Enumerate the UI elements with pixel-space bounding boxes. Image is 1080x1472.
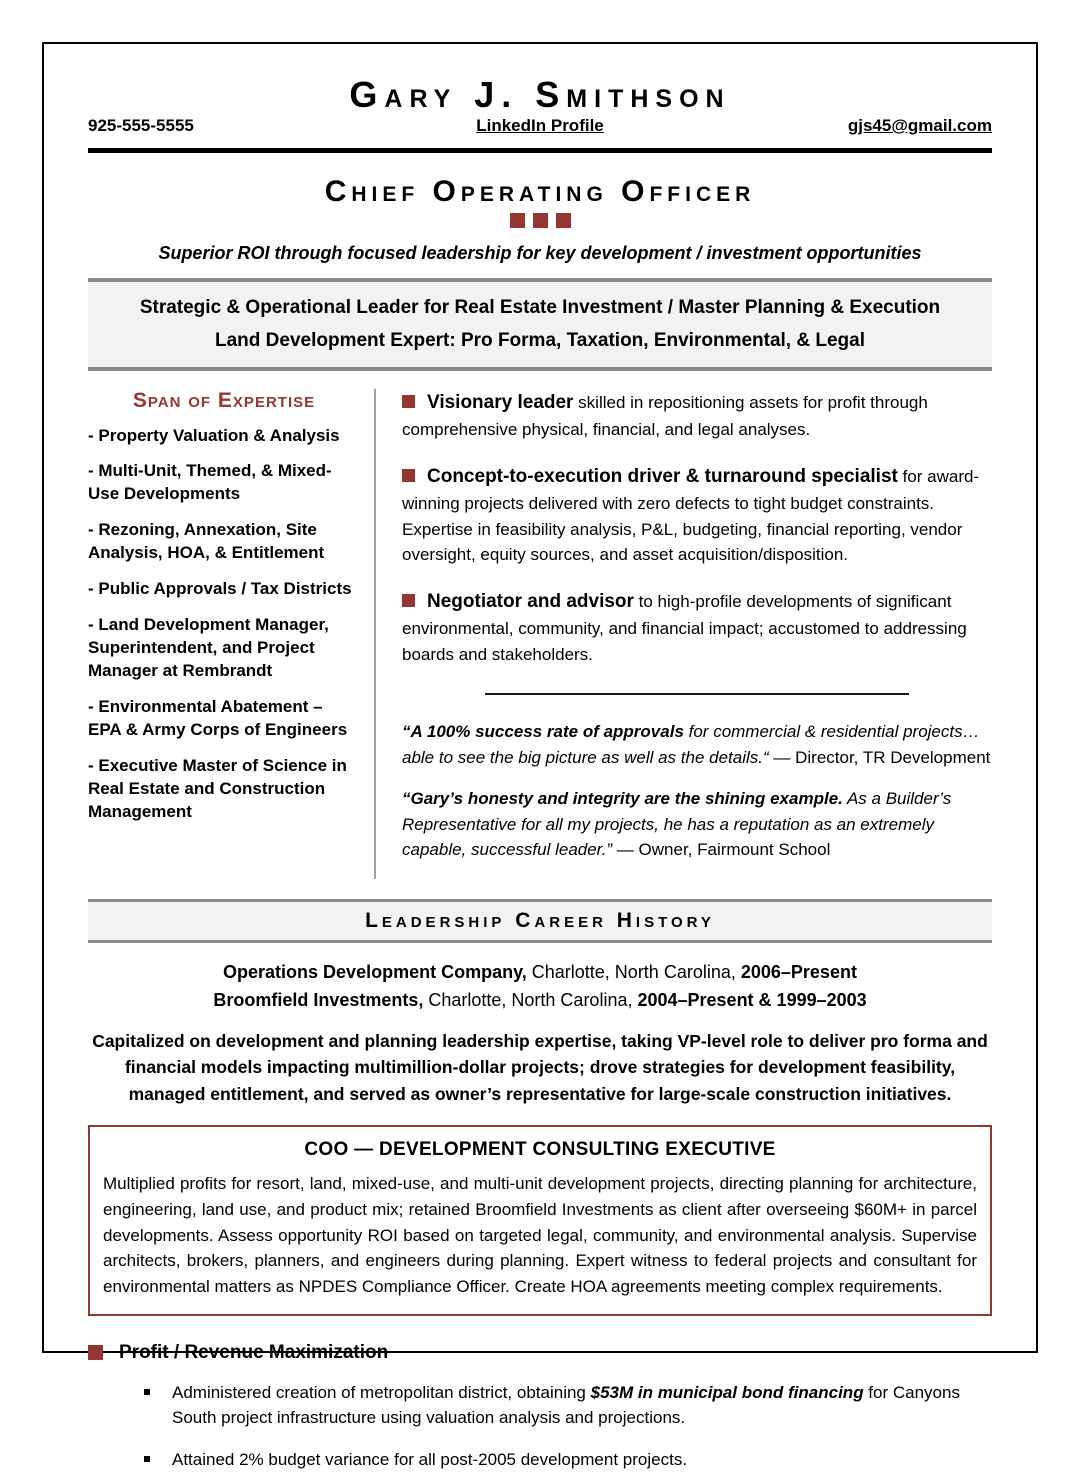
expertise-item: - Rezoning, Annexation, Site Analysis, HOA, & Entitlement [88, 520, 325, 563]
testimonial-quote [402, 719, 992, 770]
expertise-heading: Span of Expertise [132, 388, 316, 412]
bullet-square-icon [402, 469, 415, 482]
bullet-square-icon [402, 395, 415, 408]
accent-squares [88, 213, 992, 228]
company-location: Charlotte, North Carolina, [423, 990, 638, 1011]
quote-lead: “Gary’s honesty and integrity are the shining example. [402, 789, 843, 808]
sub-bullet-icon [144, 1456, 150, 1462]
quote-attribution: — Director, TR Development [773, 747, 991, 767]
achievement-text [172, 1380, 982, 1431]
company-dates: 2004–Present & 1999–2003 [637, 990, 867, 1011]
expertise-item: - Executive Master of Science in Real Estate and Construction Management [88, 755, 347, 821]
email-link[interactable]: gjs45@gmail.com [847, 116, 992, 135]
expertise-column [88, 389, 376, 879]
value-proposition-banner [88, 278, 992, 371]
banner-line-2: Land Development Expert: Pro Forma, Taxation, Environmental, & Legal [215, 330, 865, 352]
testimonial-quote [402, 786, 992, 863]
company-lines [88, 958, 992, 1016]
company-line [88, 958, 992, 987]
accent-square-icon [556, 213, 571, 228]
career-summary: Capitalized on development and planning leadership expertise, taking VP-level role to deliver pro forma and financial models impacting multimillion-dollar projects; drove strategies for development feasibility, managed entitlement, and served as owner’s representative for large-scale construction initiatives. [92, 1031, 988, 1104]
page-title: Chief Operating Officer [324, 175, 756, 208]
company-location: Charlotte, North Carolina, [526, 961, 741, 982]
bullet-square-icon [88, 1345, 103, 1360]
quote-body: As a Builder’s Representative for all my projects, he has a reputation as an extremely capable, successful leader.” [402, 789, 952, 859]
achievement-text-emphasis: $53M in municipal bond financing [590, 1382, 864, 1402]
highlight-bullet [402, 588, 992, 668]
highlight-bullet [402, 463, 992, 568]
coo-role-title: COO — DEVELOPMENT CONSULTING EXECUTIVE [304, 1138, 776, 1160]
achievement-category-label: Profit / Revenue Maximization [119, 1341, 389, 1363]
highlight-lead: Concept-to-execution driver & turnaround specialist [427, 465, 898, 487]
accent-square-icon [510, 213, 525, 228]
achievement-text-pre: Administered creation of metropolitan district, obtaining [172, 1382, 591, 1402]
bullet-square-icon [402, 594, 415, 607]
highlight-lead: Negotiator and advisor [427, 590, 634, 612]
coo-role-box [88, 1125, 992, 1316]
expertise-item: - Environmental Abatement – EPA & Army Corps of Engineers [88, 696, 348, 739]
two-column-section [88, 389, 992, 879]
header-divider-rule [88, 148, 992, 153]
expertise-item: - Land Development Manager, Superintendent, and Project Manager at Rembrandt [88, 615, 329, 680]
highlight-text: for award-winning projects delivered with zero defects to tight budget constraints. Expertise in feasibility analysis, P&L, budgeting, financial reporting, vendor oversight, equity sources, and asset acquisition/disposition. [402, 466, 980, 564]
highlight-bullet [402, 389, 992, 443]
sub-bullet-icon [144, 1389, 150, 1395]
company-name: Operations Development Company, [223, 961, 527, 982]
quote-divider-rule [485, 693, 910, 695]
highlight-text: to high-profile developments of significant environmental, community, and financial impact; accustomed to addressing boards and stakeholders. [402, 591, 967, 664]
company-line [88, 986, 992, 1015]
achievement-text-pre: Attained 2% budget variance for all post-2005 development projects. [172, 1449, 688, 1469]
achievement-text-post: for Canyons South project infrastructure using valuation analysis and projections. [172, 1382, 960, 1428]
accent-square-icon [533, 213, 548, 228]
section-header-career-history: Leadership Career History [88, 899, 992, 943]
linkedin-link[interactable]: LinkedIn Profile [476, 116, 604, 135]
resume-page [42, 42, 1038, 1469]
highlights-column [376, 389, 992, 879]
quote-lead: “A 100% success rate of approvals [402, 722, 684, 741]
achievement-text [172, 1447, 687, 1472]
company-dates: 2006–Present [740, 961, 857, 982]
candidate-name: Gary J. Smithson [349, 74, 731, 115]
tagline: Superior ROI through focused leadership for key development / investment opportunities [158, 243, 922, 263]
achievement-bullet [144, 1447, 982, 1472]
quote-attribution: — Owner, Fairmount School [616, 840, 831, 859]
highlight-text: skilled in repositioning assets for profit through comprehensive physical, financial, and legal analyses. [402, 392, 928, 439]
highlight-lead: Visionary leader [427, 391, 574, 413]
banner-line-1: Strategic & Operational Leader for Real Estate Investment / Master Planning & Execution [139, 297, 941, 318]
expertise-item: - Property Valuation & Analysis [88, 425, 340, 445]
company-name: Broomfield Investments, [213, 990, 424, 1011]
coo-role-description: Multiplied profits for resort, land, mixed-use, and multi-unit development projects, directing planning for architecture, engineering, land use, and product mix; retained Broomfield Investments as client after overseeing $60M+ in parcel developments. Assess opportunity ROI based on targeted legal, community, and environmental analysis. Supervise architects, brokers, planners, and engineers during planning. Expert witness to federal projects and consultant for environmental matters as NPDES Compliance Officer. Create HOA agreements meeting complex requirements. [103, 1173, 977, 1297]
expertise-item: - Multi-Unit, Themed, & Mixed-Use Developments [88, 461, 332, 504]
quote-body: for commercial & residential projects… able to see the big picture as well as the details.“ [402, 722, 980, 767]
phone-number: 925-555-5555 [88, 116, 194, 135]
contact-row [88, 116, 992, 136]
achievement-category-heading [88, 1342, 992, 1364]
achievement-bullet [144, 1380, 982, 1431]
expertise-item: - Public Approvals / Tax Districts [88, 579, 352, 599]
